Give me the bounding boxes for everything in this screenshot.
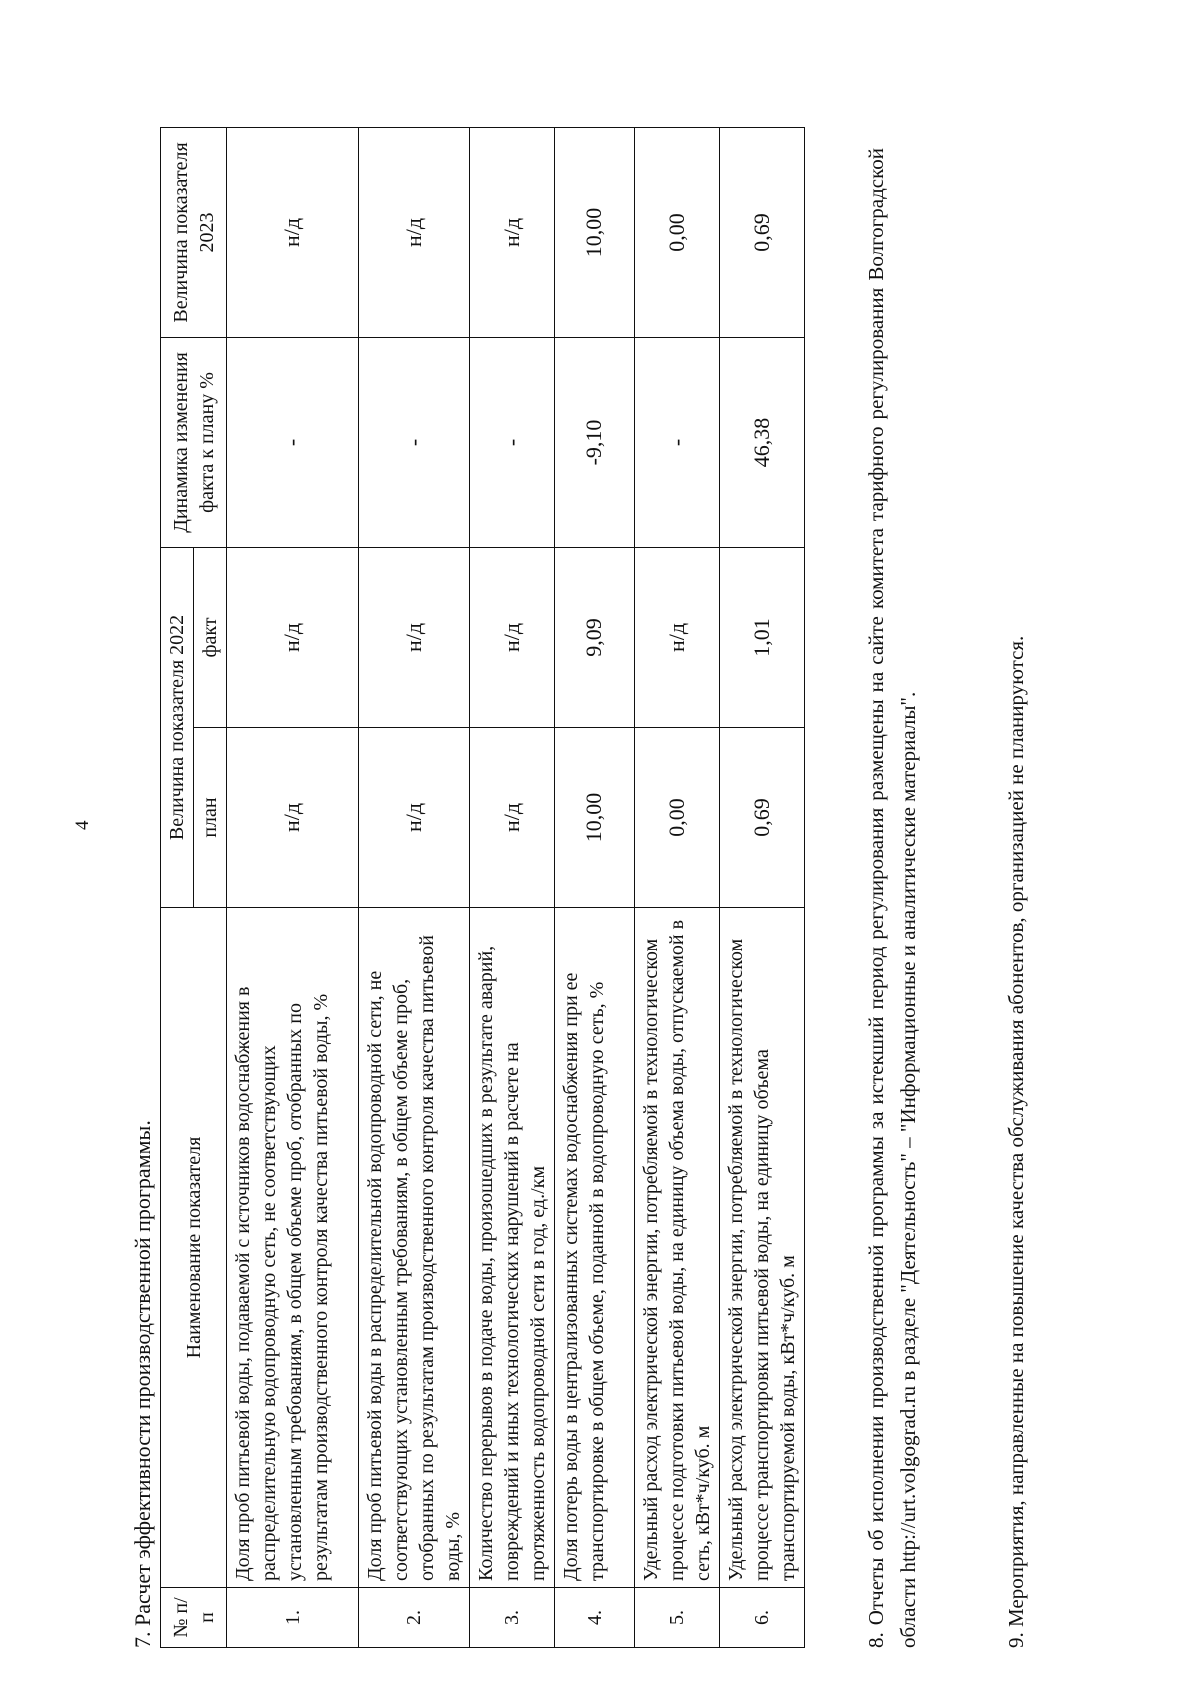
page-number: 4 <box>72 820 93 830</box>
table-row <box>555 127 635 1647</box>
row-value-2023: н/д <box>470 127 555 337</box>
paragraph-9: 9. Мероприятия, направленные на повышение качества обслуживания абонентов, организацией не планируются. <box>1004 635 1028 1648</box>
row-plan: н/д <box>470 728 555 908</box>
row-dynamics: - <box>359 337 470 547</box>
row-num: 3. <box>470 1588 555 1648</box>
row-num: 6. <box>720 1588 805 1648</box>
row-value-2023: 0,00 <box>635 127 720 337</box>
row-num: 4. <box>555 1588 635 1648</box>
row-plan: н/д <box>359 728 470 908</box>
row-plan: 0,69 <box>720 728 805 908</box>
table-row <box>227 127 359 1647</box>
efficiency-table <box>160 127 805 1648</box>
row-dynamics: - <box>635 337 720 547</box>
row-name: Удельный расход электрической энергии, потребляемой в технологическом процессе транспортировки питьевой воды, на единицу объема транспортируемой воды, кВт*ч/куб. м <box>720 908 805 1588</box>
row-fact: н/д <box>359 547 470 727</box>
row-name: Удельный расход электрической энергии, потребляемой в технологическом процессе подготовки питьевой воды, на единицу объема воды, отпускаемой в сеть, кВт*ч/куб. м <box>635 908 720 1588</box>
paragraph-8: 8. Отчеты об исполнении производственной программы за истекший период регулирования размещены на сайте комитета тарифного регулирования Волгоградской области http://urt.volgograd.ru в разделе "Деятельность" – "Информационные и аналитические материалы". <box>864 148 920 1648</box>
table-row <box>470 127 555 1647</box>
section-title: 7. Расчет эффективности производственной программы. <box>130 1120 155 1648</box>
row-value-2023: 0,69 <box>720 127 805 337</box>
row-dynamics: -9,10 <box>555 337 635 547</box>
row-value-2023: н/д <box>359 127 470 337</box>
table-row <box>359 127 470 1647</box>
table-row <box>635 127 720 1647</box>
header-plan: план <box>194 728 227 908</box>
header-value-2022: Величина показателя 2022 <box>161 547 194 907</box>
table-row <box>720 127 805 1647</box>
row-name: Количество перерывов в подаче воды, произошедших в результате аварий, повреждений и иных технологических нарушений в расчете на протяженность водопроводной сети в год, ед./км <box>470 908 555 1588</box>
row-dynamics: 46,38 <box>720 337 805 547</box>
row-plan: н/д <box>227 728 359 908</box>
row-dynamics: - <box>470 337 555 547</box>
row-name: Доля проб питьевой воды, подаваемой с источников водоснабжения в распределительную водопроводную сеть, не соответствующих установленным требованиям, в общем объеме проб, отобранных по результатам производственного контроля качества питьевой воды, % <box>227 908 359 1588</box>
header-dynamics: Динамика изменения факта к плану % <box>161 337 227 547</box>
row-name: Доля проб питьевой воды в распределительной водопроводной сети, не соответствующих установленным требованиям, в общем объеме проб, отобранных по результатам производственного контроля качества питьевой воды, % <box>359 908 470 1588</box>
row-plan: 0,00 <box>635 728 720 908</box>
row-num: 5. <box>635 1588 720 1648</box>
row-value-2023: н/д <box>227 127 359 337</box>
row-num: 2. <box>359 1588 470 1648</box>
row-fact: н/д <box>227 547 359 727</box>
row-plan: 10,00 <box>555 728 635 908</box>
row-fact: 1,01 <box>720 547 805 727</box>
row-num: 1. <box>227 1588 359 1648</box>
header-num: № п/п <box>161 1588 227 1648</box>
row-fact: 9,09 <box>555 547 635 727</box>
row-fact: н/д <box>470 547 555 727</box>
header-fact: факт <box>194 547 227 727</box>
header-value-2023: Величина показателя 2023 <box>161 127 227 337</box>
row-value-2023: 10,00 <box>555 127 635 337</box>
row-dynamics: - <box>227 337 359 547</box>
header-name: Наименование показателя <box>161 908 227 1588</box>
row-name: Доля потерь воды в централизованных системах водоснабжения при ее транспортировке в общем объеме, поданной в водопроводную сеть, % <box>555 908 635 1588</box>
row-fact: н/д <box>635 547 720 727</box>
page-content <box>100 100 1100 1660</box>
